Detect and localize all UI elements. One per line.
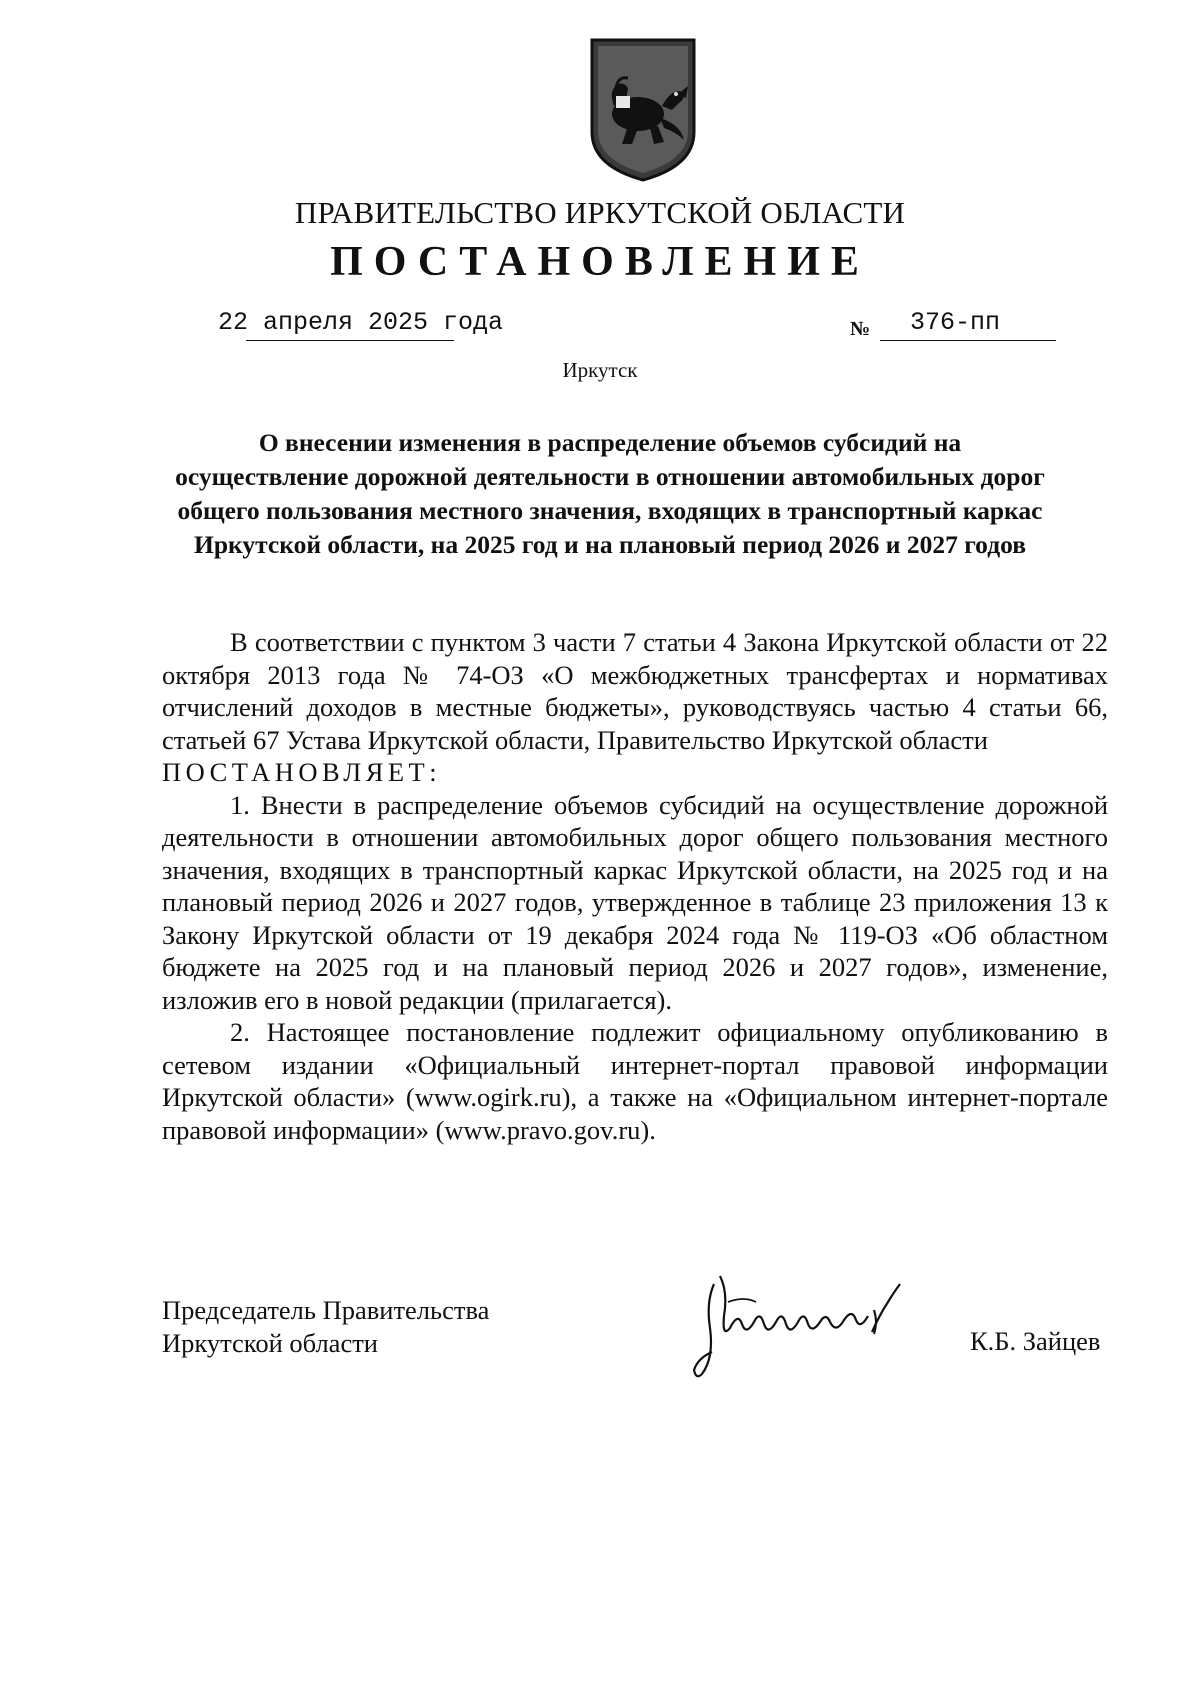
item-1-paragraph: 1. Внести в распределение объемов субсидий на осуществление дорожной деятельности в отношении автомобильных дорог общего пользования местного значения, входящих в транспортный каркас Иркутской области, на 2025 год и на плановый период 2026 и 2027 годов, утвержденное в таблице 23 приложения 13 к Закону Иркутской области от 19 декабря 2024 года № 119-ОЗ «Об областном бюджете на 2025 год и на плановый период 2026 и 2027 годов», изменение, изложив его в новой редакции (прилагается). (162, 789, 1108, 1015)
irkutsk-coat-of-arms-icon (588, 36, 698, 184)
organization-name: ПРАВИТЕЛЬСТВО ИРКУТСКОЙ ОБЛАСТИ (294, 195, 906, 230)
preamble-paragraph: В соответствии с пунктом 3 части 7 статьи 4 Закона Иркутской области от 22 октября 2013 года № 74-ОЗ «О межбюджетных трансфертах и нормативах отчислений доходов в местные бюджеты», руководствуясь частью 4 статьи 66, статьей 67 Устава Иркутской области, Правительство Иркутской области (162, 627, 1108, 755)
date-underline (246, 340, 454, 341)
signatory-role-line-2: Иркутской области (162, 1328, 378, 1358)
decree-word: ПОСТАНОВЛЯЕТ: (162, 757, 442, 787)
signatory-role (162, 1294, 489, 1360)
number-sign: № (850, 318, 871, 340)
document-body (162, 626, 1108, 1146)
signatory-role-line-1: Председатель Правительства (162, 1295, 490, 1325)
document-number: 376-пп (910, 308, 1001, 337)
handwritten-signature-icon (684, 1262, 934, 1382)
document-date: 22 апреля 2025 года (218, 308, 504, 337)
number-underline (880, 340, 1056, 341)
item-2-paragraph: 2. Настоящее постановление подлежит официальному опубликованию в сетевом издании «Официальный интернет-портал правовой информации Иркутской области» (www.ogirk.ru), а также на «Официальном интернет-портале правовой информации» (www.pravo.gov.ru). (162, 1017, 1108, 1145)
document-type: ПОСТАНОВЛЕНИЕ (330, 239, 870, 285)
signatory-name: К.Б. Зайцев (970, 1326, 1101, 1356)
document-city: Иркутск (562, 358, 638, 382)
document-title: О внесении изменения в распределение объемов субсидий на осуществление дорожной деятельности в отношении автомобильных дорог общего пользования местного значения, входящих в транспортный каркас Иркутской области, на 2025 год и на плановый период 2026 и 2027 годов (175, 428, 1045, 559)
